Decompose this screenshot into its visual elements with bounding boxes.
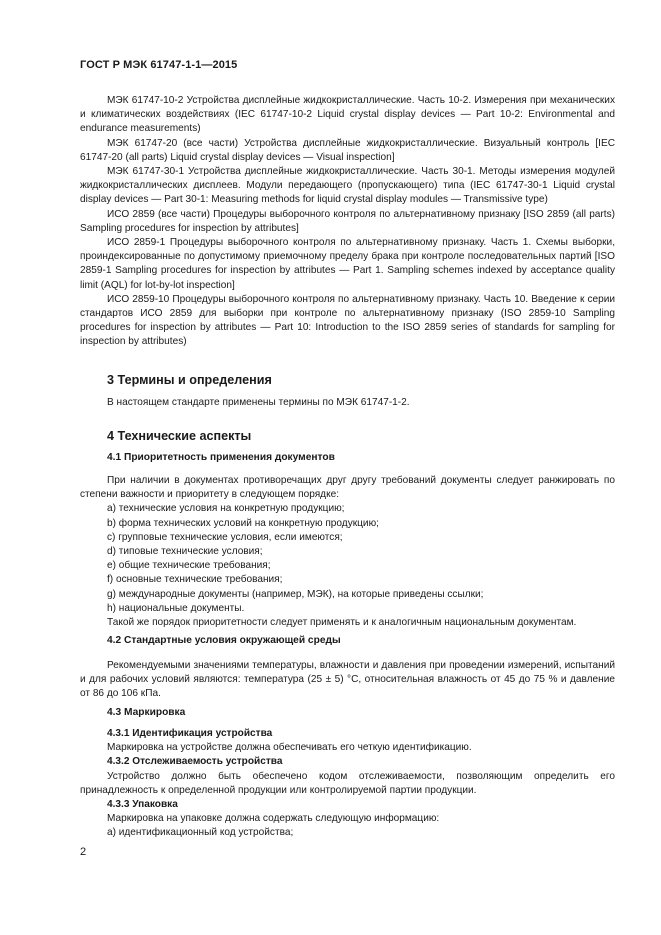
reference-item: ИСО 2859-10 Процедуры выборочного контроля по альтернативному признаку. Часть 10. Введение к серии стандартов ИСО 2859 для выборки при контроле по альтернативному признаку (ISO 2859-10 Sampling procedures for inspection by attributes — Part 10: Introduction to the ISO 2859 series of standards for sampling for inspection by attributes) [80,293,615,348]
references-list [80,94,615,350]
reference-item: ИСО 2859-1 Процедуры выборочного контроля по альтернативному признаку. Часть 1. Схемы выборки, проиндексированные по допустимому приемочному пределу брака при контроле последовательных партий [ISO 2859-1 Sampling procedures for inspection by attributes — Part 1. Sampling schemes indexed by acceptance quality limit (AQL) for lot-by-lot inspection] [80,237,615,291]
section-4-3-2-text: Устройство должно быть обеспечено кодом отслеживаемости, позволяющим определить его принадлежность к определенной продукции или контролируемой партии продукции. [80,770,615,796]
list-item: a) идентификационный код устройства; [107,827,294,839]
reference-item: МЭК 61747-20 (все части) Устройства дисплейные жидкокристаллические. Визуальный контроль [IEC 61747-20 (all parts) Liquid crystal display devices — Visual inspection] [80,137,615,163]
list-item: c) групповые технические условия, если имеются; [107,531,343,543]
section-4-3-body [80,727,615,841]
section-4-heading: 4 Технические аспекты [107,429,252,443]
list-item: f) основные технические требования; [107,574,283,586]
section-3-body [80,396,615,410]
list-item: h) национальные документы. [107,602,245,614]
section-4-1-body [80,474,615,630]
list-item: d) типовые технические условия; [107,546,263,558]
section-4-2-text: Рекомендуемыми значениями температуры, влажности и давления при проведении измерений, испытаний и для рабочих условий являются: температура (25 ± 5) °С, относительная влажность от 45 до 75 % и давление от 86 до 106 кПа. [80,660,615,700]
section-4-3-1-heading: 4.3.1 Идентификация устройства [107,728,273,739]
list-item: a) технические условия на конкретную продукцию; [107,503,345,515]
section-3-heading: 3 Термины и определения [107,373,272,387]
section-4-2-body [80,659,615,702]
section-4-3-heading: 4.3 Маркировка [107,707,186,718]
section-4-3-1-text: Маркировка на устройстве должна обеспечивать его четкую идентификацию. [107,742,472,754]
reference-item: ИСО 2859 (все части) Процедуры выборочного контроля по альтернативному признаку [ISO 2859 (all parts) Sampling procedures for inspection by attributes] [80,208,615,234]
page-number: 2 [80,846,87,858]
reference-item: МЭК 61747-10-2 Устройства дисплейные жидкокристаллические. Часть 10-2. Измерения при механических и климатических воздействиях (IEC 61747-10-2 Liquid crystal display devices — Part 10-2: Environmental and endurance measurements) [80,95,615,135]
reference-item: МЭК 61747-30-1 Устройства дисплейные жидкокристаллические. Часть 30-1. Методы измерения модулей жидкокристаллических дисплеев. Модули передающего (пропускающего) типа (IEC 61747-30-1 Liquid crystal display devices — Part 30-1: Measuring methods for liquid crystal display modules — Transmissive type) [80,166,615,206]
document-header: ГОСТ Р МЭК 61747-1-1—2015 [80,59,238,71]
section-4-3-3-heading: 4.3.3 Упаковка [107,799,178,811]
section-4-1-outro: Такой же порядок приоритетности следует применять и к аналогичным национальным документам. [107,617,577,629]
section-4-3-3-text: Маркировка на упаковке должна содержать следующую информацию: [107,813,440,825]
list-item: g) международные документы (например, МЭК), на которые приведены ссылки; [107,588,484,600]
section-4-1-heading: 4.1 Приоритетность применения документов [107,452,335,463]
list-item: e) общие технические требования; [107,560,271,572]
section-4-3-2-heading: 4.3.2 Отслеживаемость устройства [107,756,283,768]
section-3-text: В настоящем стандарте применены термины по МЭК 61747-1-2. [107,397,410,408]
list-item: b) форма технических условий на конкретную продукцию; [107,517,379,529]
section-4-2-heading: 4.2 Стандартные условия окружающей среды [107,635,341,646]
section-4-1-intro: При наличии в документах противоречащих друг другу требований документы следует ранжировать по степени важности и приоритету в следующем порядке: [80,475,615,501]
